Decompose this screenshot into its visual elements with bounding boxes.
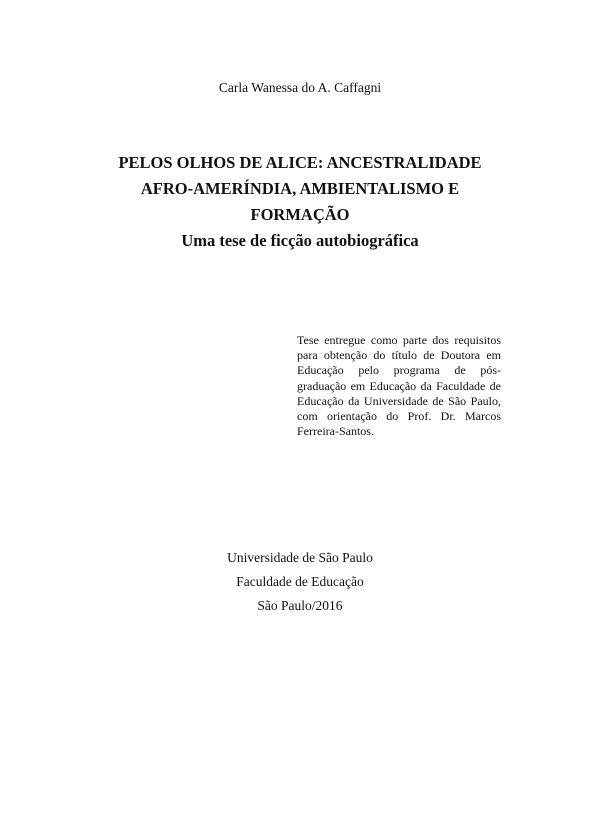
thesis-subtitle: Uma tese de ficção autobiográfica (181, 231, 419, 250)
university-name: Universidade de São Paulo (227, 550, 373, 565)
institution-block (0, 546, 600, 618)
thesis-title (70, 150, 530, 254)
title-line-1: PELOS OLHOS DE ALICE: ANCESTRALIDADE (118, 153, 482, 172)
place-year: São Paulo/2016 (257, 598, 343, 613)
title-line-3: FORMAÇÃO (250, 205, 350, 224)
title-line-2: AFRO-AMERÍNDIA, AMBIENTALISMO E (140, 179, 460, 198)
author-name: Carla Wanessa do A. Caffagni (218, 80, 382, 95)
faculty-name: Faculdade de Educação (236, 574, 364, 589)
thesis-note: Tese entregue como parte dos requisitos para obtenção do título de Doutora em Educação pelo programa de pós-graduação em Educação da Faculdade de Educação da Universidade de São Paulo, com orientação do Prof. Dr. Marcos Ferreira-Santos. (297, 333, 501, 439)
